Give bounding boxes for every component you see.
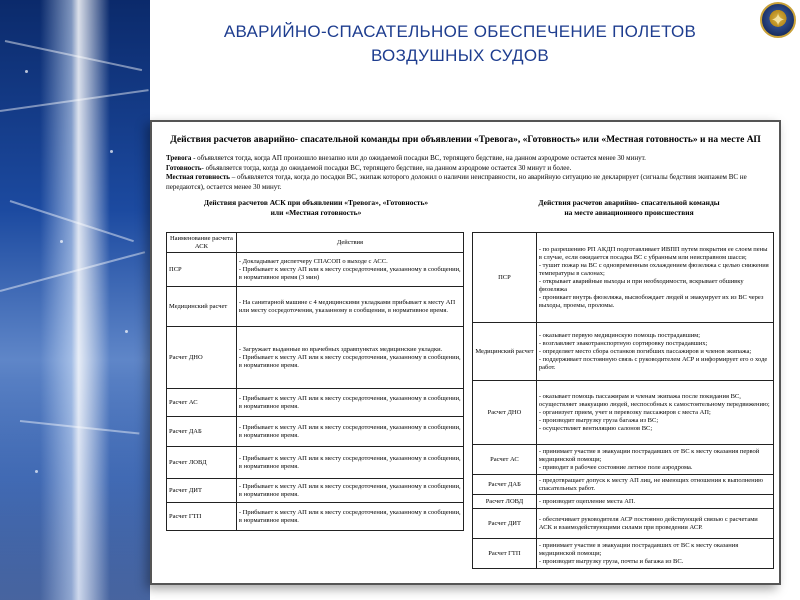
row-name: Расчет АС xyxy=(473,445,537,475)
table-row xyxy=(167,417,464,447)
definition-trevoga xyxy=(166,154,765,164)
row-actions xyxy=(236,447,463,479)
table-row xyxy=(473,509,774,539)
left-table xyxy=(166,232,464,531)
action-text: - принимает участие в эвакуации пострадавших от ВС к месту оказания медицинской помощи; xyxy=(538,541,739,557)
slide-title-line1: АВАРИЙНО-СПАСАТЕЛЬНОЕ ОБЕСПЕЧЕНИЕ ПОЛЕТОВ xyxy=(223,22,697,41)
action-text: - Прибывает к месту АП или к месту сосредоточения, указанному в сообщении, в нормативное время. xyxy=(238,454,461,470)
row-actions xyxy=(536,445,773,475)
action-text: - производит выгрузку груза багажа из ВС; xyxy=(538,416,659,424)
row-name: Расчет ДНО xyxy=(473,381,537,445)
table-row xyxy=(167,447,464,479)
row-name: Расчет ДАБ xyxy=(473,475,537,495)
right-column-title xyxy=(484,198,774,218)
emblem-icon xyxy=(760,2,796,38)
table-row xyxy=(473,323,774,381)
table-row xyxy=(473,381,774,445)
left-title-line1: Действия расчетов АСК при объявлении «Тревога», «Готовность» xyxy=(203,198,429,207)
action-text: - Прибывает к месту АП или к месту сосредоточения, указанному в сообщении, в нормативное время. xyxy=(238,508,461,524)
right-table xyxy=(472,232,774,569)
table-row xyxy=(167,479,464,503)
action-text: - Прибывает к месту АП или к месту сосредоточения, указанному в сообщении, в нормативное время. xyxy=(238,482,461,498)
table-row xyxy=(473,539,774,569)
row-name: Расчет ДАБ xyxy=(167,417,237,447)
definition-term: Готовность xyxy=(166,163,202,172)
definition-text: – объявляется тогда, когда до посадки ВС, экипаж которого доложил о наличии неисправности, но аварийную ситуацию не декларирует (сигналы бедствия экипажем ВС не передаются), остается менее 30 минут. xyxy=(166,173,747,191)
row-name: Расчет ДИТ xyxy=(473,509,537,539)
left-column-title xyxy=(176,198,456,218)
row-actions xyxy=(236,417,463,447)
document-heading: Действия расчетов аварийно- спасательной команды при объявлении «Тревога», «Готовность» или «Местная готовность» и на месте АП xyxy=(170,135,761,145)
action-text: - производит выгрузку груза, почты и багажа из ВС. xyxy=(538,557,684,565)
decorative-background xyxy=(0,0,150,600)
row-name: Медицинский расчет xyxy=(167,287,237,327)
action-text: - по разрешению РП АКДП подготавливает ИВПП путем покрытия ее слоем пены в случае, если ожидается посадка ВС с убранным или неисправном шасси; xyxy=(538,245,768,261)
action-text: - Докладывает диспетчеру СПАСОП о выходе с АСС. xyxy=(238,257,388,265)
definition-gotovnost xyxy=(166,164,765,174)
row-name: ПСР xyxy=(167,253,237,287)
row-name: ПСР xyxy=(473,233,537,323)
row-name: Расчет ГТП xyxy=(167,503,237,531)
action-text: - Прибывает к месту АП или к месту сосредоточения, указанному в сообщении, в нормативное время (3 мин) xyxy=(238,265,461,281)
action-text: - определяет место сбора останков погибших пассажиров и членов экипажа; xyxy=(538,347,752,355)
row-actions xyxy=(236,287,463,327)
row-name: Расчет ДНО xyxy=(167,327,237,389)
table-row xyxy=(167,389,464,417)
row-actions xyxy=(236,253,463,287)
action-text: - Прибывает к месту АП или к месту сосредоточения, указанному в сообщении, в нормативное время. xyxy=(238,394,461,410)
action-text: - осуществляет вентиляцию салонов ВС; xyxy=(538,424,653,432)
row-name: Расчет ЛОВД xyxy=(473,495,537,509)
action-text: - принимает участие в эвакуации пострадавших от ВС к месту оказания первой медицинской помощи; xyxy=(538,447,760,463)
action-text: - Загружает выданные во врачебных здравпунктах медицинские укладки. xyxy=(238,345,443,353)
row-actions xyxy=(536,475,773,495)
row-actions xyxy=(536,539,773,569)
right-title-line2: на месте авиационного происшествия xyxy=(564,208,694,217)
row-actions xyxy=(536,381,773,445)
slide-title xyxy=(160,20,760,68)
action-text: - Прибывает к месту АП или к месту сосредоточения, указанному в сообщении, в нормативное время. xyxy=(238,423,461,439)
action-text: - тушит пожар на ВС с одновременным охлаждением фюзеляжа с целью снижения температуры в салонах; xyxy=(538,261,769,277)
row-name: Расчет АС xyxy=(167,389,237,417)
right-title-line1: Действия расчетов аварийно- спасательной команды xyxy=(538,198,720,207)
action-text: - На санитарной машине с 4 медицинскими укладками прибывает к месту АП или месту сосредоточения, указанному в сообщении, в нормативное время. xyxy=(238,298,456,314)
action-text: - оказывает помощь пассажирам и членам экипажа после покидания ВС, осуществляет эвакуацию людей, неспособных к самостоятельному передвижению; xyxy=(538,392,770,408)
table-row xyxy=(473,233,774,323)
table-row xyxy=(473,495,774,509)
row-name: Расчет ГТП xyxy=(473,539,537,569)
table-header-row xyxy=(167,233,464,253)
definition-mestnaya xyxy=(166,173,765,192)
table-row xyxy=(473,475,774,495)
action-text: - Прибывает к месту АП или к месту сосредоточения, указанному в сообщении, в нормативное время. xyxy=(238,353,461,369)
row-name: Расчет ЛОВД xyxy=(167,447,237,479)
action-text: - организует прием, учет и перевозку пассажиров с места АП; xyxy=(538,408,711,416)
table-row xyxy=(167,287,464,327)
action-text: - предотвращает допуск к месту АП лиц, не имеющих отношения к выполнению спасательных работ. xyxy=(538,476,763,492)
definition-term: Местная готовность xyxy=(166,173,230,181)
row-name: Медицинский расчет xyxy=(473,323,537,381)
left-title-line2: или «Местная готовность» xyxy=(270,208,362,217)
definition-term: Тревога xyxy=(166,154,192,162)
row-actions xyxy=(536,233,773,323)
header-action: Действия xyxy=(236,233,463,253)
action-text: - возглавляет эвакотранспортную сортировку пострадавших; xyxy=(538,339,708,347)
slide-title-line2: ВОЗДУШНЫХ СУДОВ xyxy=(370,46,550,65)
table-row xyxy=(473,445,774,475)
action-text: - обеспечивает руководителя АСР постоянно действующей связью с расчетами АСК и взаимодействующими силами при проведении АСР. xyxy=(538,515,758,531)
row-actions xyxy=(236,327,463,389)
action-text: - поддерживает постоянную связь с руководителем АСР и информирует его о ходе работ. xyxy=(538,355,768,371)
row-actions xyxy=(536,509,773,539)
action-text: - проникает внутрь фюзеляжа, высвобождает людей и эвакуирует их из ВС через выходы, проемы, проломы. xyxy=(538,293,764,309)
action-text: - приводит в рабочее состояние летное поле аэродрома. xyxy=(538,463,693,471)
table-row xyxy=(167,503,464,531)
row-actions xyxy=(236,479,463,503)
document-card xyxy=(150,120,781,585)
table-row xyxy=(167,253,464,287)
action-text: - открывает аварийные выходы и при необходимости, вскрывает обшивку фюзеляжа xyxy=(538,277,744,293)
row-actions xyxy=(236,389,463,417)
table-row xyxy=(167,327,464,389)
action-text: - оказывает первую медицинскую помощь пострадавшим; xyxy=(538,331,701,339)
row-actions xyxy=(536,495,773,509)
definition-text: - объявляется тогда, когда до ожидаемой посадки ВС, терпящего бедствие, на данном аэродроме остается 30 минут и более. xyxy=(201,163,572,172)
definitions xyxy=(166,154,765,192)
row-actions xyxy=(236,503,463,531)
action-text: - производит оцепление места АП. xyxy=(538,497,636,505)
definition-text: - объявляется тогда, когда АП произошло внезапно или до ожидаемой посадки ВС, терпящего бедствие, на данном аэродроме остается менее 30 минут. xyxy=(191,154,646,162)
row-name: Расчет ДИТ xyxy=(167,479,237,503)
header-name: Наименование расчета АСК xyxy=(167,233,237,253)
row-actions xyxy=(536,323,773,381)
